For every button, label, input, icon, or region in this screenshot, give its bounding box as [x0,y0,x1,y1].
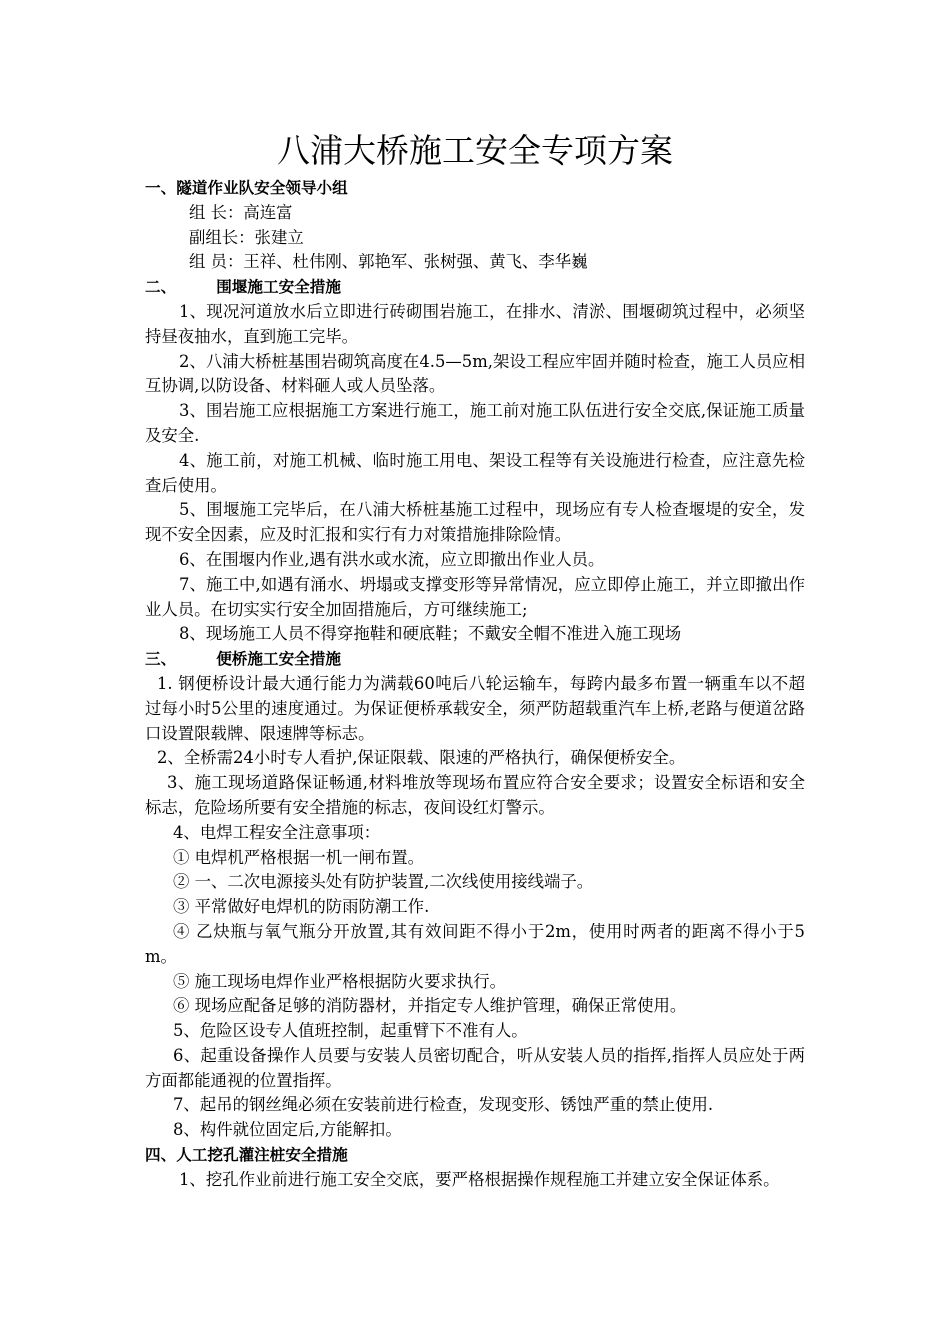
s2-item-4: 4、施工前，对施工机械、临时施工用电、架设工程等有关设施进行检查，应注意先检查后使用。 [145,450,805,495]
s3-item-4: 4、电焊工程安全注意事项： [173,822,381,842]
section-4-heading: 四、人工挖孔灌注桩安全措施 [145,1146,348,1165]
team-members: 组 员：王祥、杜伟刚、郭艳军、张树强、黄飞、李华巍 [189,252,588,272]
section-1-heading: 一、隧道作业队安全领导小组 [145,179,348,197]
s2-item-2: 2、八浦大桥桩基围岩砌筑高度在4.5—5m,架设工程应牢固并随时检查，施工人员应相互协调,以防设备、材料砸人或人员坠落。 [145,351,805,396]
s2-item-3: 3、围岩施工应根据施工方案进行施工，施工前对施工队伍进行安全交底,保证施工质量及安全. [145,401,805,445]
section-2-number: 二、 [145,278,177,297]
s3-sub-2: ② 一、二次电源接头处有防护装置,二次线使用接线端子。 [173,872,594,892]
s3-sub-1: ① 电焊机严格根据一机一闸布置。 [173,847,425,867]
section-3-heading [145,647,805,672]
s3-sub-6: ⑥ 现场应配备足够的消防器材，并指定专人维护管理，确保正常使用。 [173,996,687,1016]
section-3-number: 三、 [145,650,177,669]
section-3-title: 便桥施工安全措施 [216,650,341,669]
s3-item-6: 6、起重设备操作人员要与安装人员密切配合，听从安装人员的指挥,指挥人员应处于两方面都能通视的位置指挥。 [145,1045,805,1090]
s3-item-5: 5、危险区设专人值班控制，起重臂下不准有人。 [173,1021,528,1041]
document-body [145,176,805,1193]
team-leader: 组 长：高连富 [189,202,293,222]
s2-item-7: 7、施工中,如遇有涌水、坍塌或支撑变形等异常情况，应立即停止施工，并立即撤出作业人员。在切实实行安全加固措施后，方可继续施工; [145,574,805,619]
s2-item-6: 6、在围堰内作业,遇有洪水或水流，应立即撤出作业人员。 [179,549,605,569]
s3-sub-5: ⑤ 施工现场电焊作业严格根据防火要求执行。 [173,971,507,991]
s3-item-1: 1. 钢便桥设计最大通行能力为满载60吨后八轮运输车，每跨内最多布置一辆重车以不超过每小时5公里的速度通过。为保证便桥承载安全，须严防超载重汽车上桥,老路与便道岔路口设置限载牌、限速牌等标志。 [145,673,805,743]
s3-sub-3: ③ 平常做好电焊机的防雨防潮工作. [173,897,430,917]
s3-item-3: 3、施工现场道路保证畅通,材料堆放等现场布置应符合安全要求；设置安全标语和安全标志，危险场所要有安全措施的标志，夜间设红灯警示。 [145,773,805,817]
s3-item-8: 8、构件就位固定后,方能解扣。 [173,1120,402,1140]
s4-item-1: 1、挖孔作业前进行施工安全交底，要严格根据操作规程施工并建立安全保证体系。 [179,1169,780,1189]
team-deputy: 副组长：张建立 [189,227,304,247]
s3-sub-4: ④ 乙炔瓶与氧气瓶分开放置,其有效间距不得小于2m，使用时两者的距离不得小于5m。 [145,921,805,966]
section-2-heading [145,275,805,300]
s2-item-5: 5、围堰施工完毕后，在八浦大桥桩基施工过程中，现场应有专人检查堰堤的安全，发现不安全因素，应及时汇报和实行有力对策措施排除险情。 [145,500,805,545]
s2-item-8: 8、现场施工人员不得穿拖鞋和硬底鞋；不戴安全帽不准进入施工现场 [179,624,682,644]
s2-item-1: 1、现况河道放水后立即进行砖砌围岩施工，在排水、清淤、围堰砌筑过程中，必须坚持昼夜抽水，直到施工完毕。 [145,301,805,346]
section-2-title: 围堰施工安全措施 [216,278,341,297]
document-title: 八浦大桥施工安全专项方案 [277,131,673,170]
s3-item-2: 2、全桥需24小时专人看护,保证限载、限速的严格执行，确保便桥安全。 [157,748,686,768]
s3-item-7: 7、起吊的钢丝绳必须在安装前进行检查，发现变形、锈蚀严重的禁止使用. [173,1095,714,1115]
